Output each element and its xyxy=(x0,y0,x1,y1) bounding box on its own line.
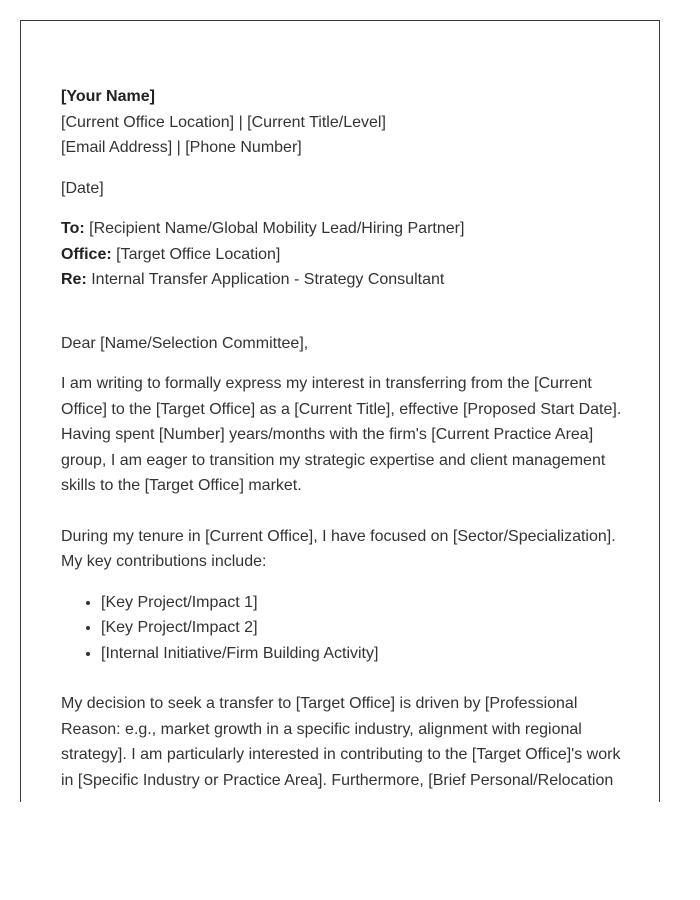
letter-page xyxy=(20,20,660,802)
letter-date: [Date] xyxy=(61,179,104,197)
list-item: • [Internal Initiative/Firm Building Activity] xyxy=(101,641,626,667)
recipient-re-line xyxy=(61,267,626,293)
recipient-office-line xyxy=(61,242,626,268)
sender-block xyxy=(61,84,626,161)
to-label: To: xyxy=(61,220,85,237)
body-paragraph-1: I am writing to formally express my interest in transferring from the [Current Office] to the [Target Office] as a [Current Title], effective [Proposed Start Date]. Having spent [Number] years/months with the firm's [Current Practice Area] group, I am eager to transition my strategic expertise and client management skills to the [Target Office] market. xyxy=(61,375,622,494)
salutation: Dear [Name/Selection Committee], xyxy=(61,334,309,352)
re-label: Re: xyxy=(61,271,87,288)
re-value: Internal Transfer Application - Strategy Consultant xyxy=(86,271,445,288)
sender-office-title: [Current Office Location] | [Current Title/Level] xyxy=(61,113,386,131)
body-paragraph-3: My decision to seek a transfer to [Target Office] is driven by [Professional Reason: e.g., market growth in a specific industry, alignment with regional strategy]. I am particularly interested in contributing to the [Target Office]'s work in [Specific Industry or Practice Area]. Furthermore, [Brief Personal/Relocation xyxy=(61,695,621,789)
to-value: [Recipient Name/Global Mobility Lead/Hiring Partner] xyxy=(84,220,465,237)
body-paragraph-2: During my tenure in [Current Office], I have focused on [Sector/Specialization]. My key contributions include: xyxy=(61,527,616,570)
letter-content xyxy=(61,84,626,793)
office-value: [Target Office Location] xyxy=(111,245,281,263)
contributions-list xyxy=(61,590,626,667)
sender-contact: [Email Address] | [Phone Number] xyxy=(61,139,302,156)
list-item: • [Key Project/Impact 2] xyxy=(101,615,626,641)
recipient-block xyxy=(61,216,626,293)
sender-name: [Your Name] xyxy=(61,88,155,105)
office-label: Office: xyxy=(61,245,112,263)
recipient-to-line xyxy=(61,216,626,242)
list-item: • [Key Project/Impact 1] xyxy=(101,590,626,616)
